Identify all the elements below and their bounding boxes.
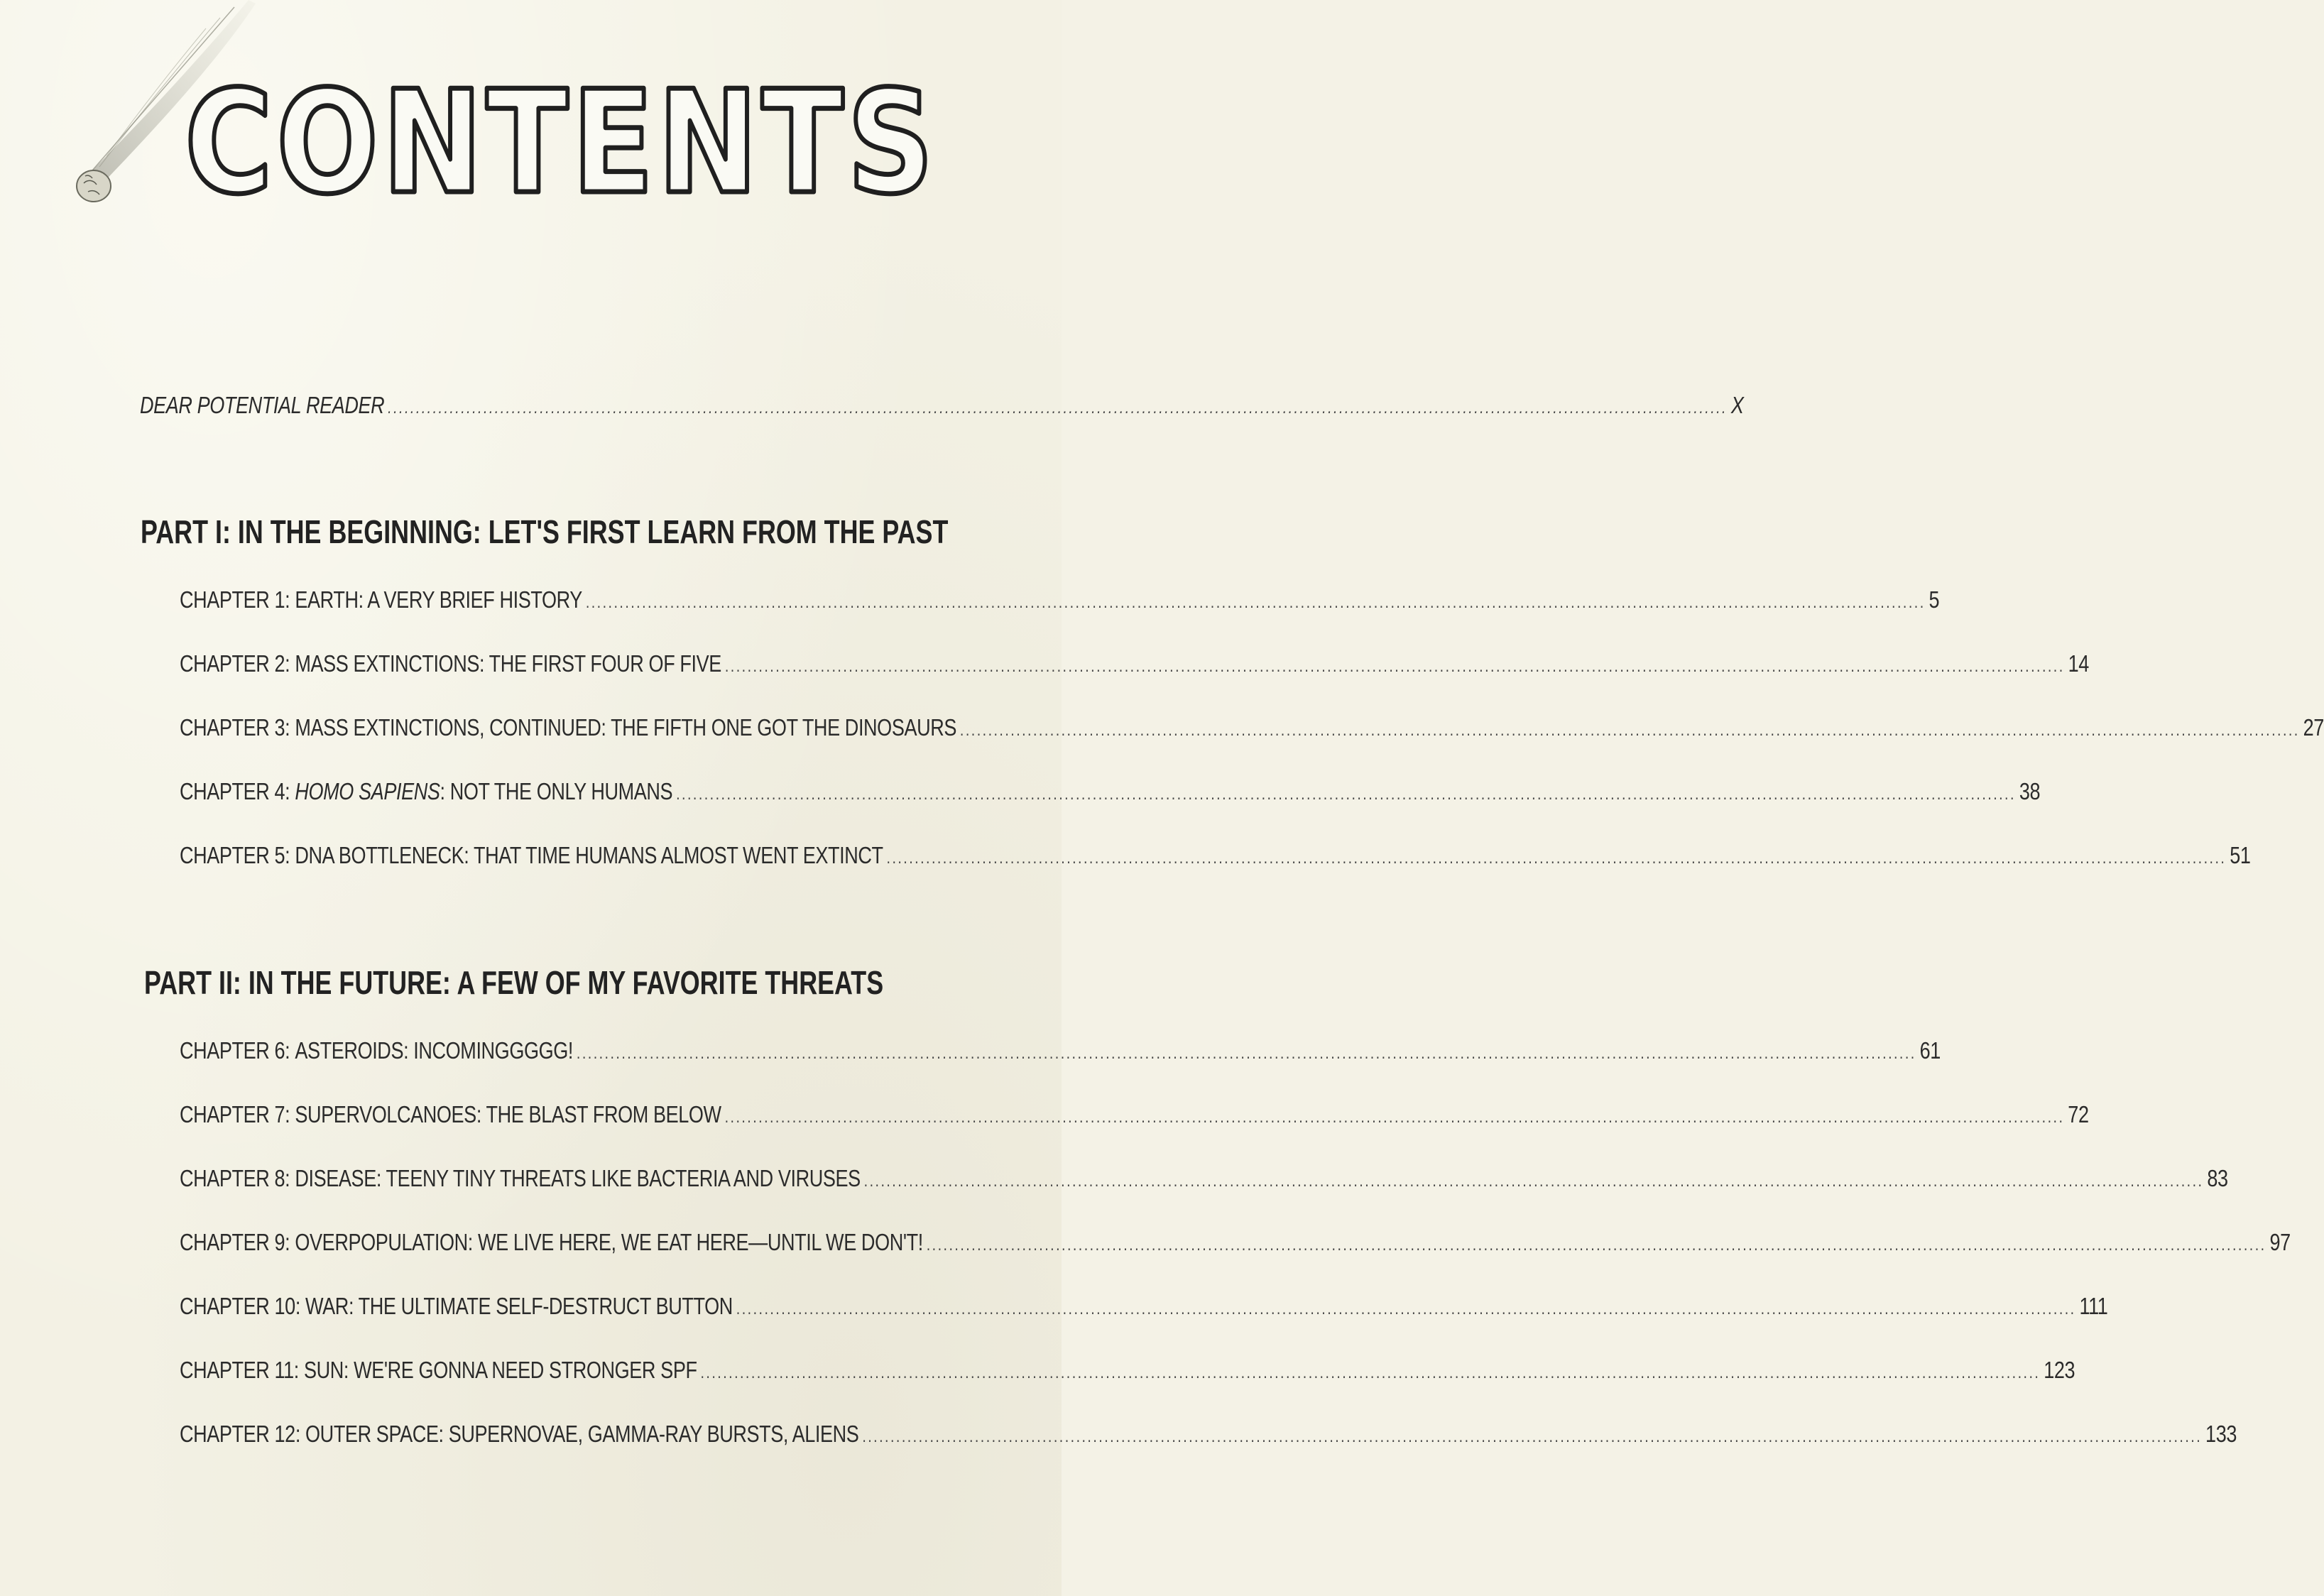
- dot-leader: ..............................................................................................................................................................................................................................................: [863, 1171, 2204, 1191]
- chapter-number: CHAPTER 12:: [180, 1421, 300, 1447]
- part-heading-2: PART II: IN THE FUTURE: A FEW OF MY FAVORITE THREATS: [144, 964, 884, 1001]
- toc-entry-chapter-4: [180, 778, 2041, 805]
- chapter-title: EARTH: A VERY BRIEF HISTORY: [295, 586, 582, 613]
- chapter-number: CHAPTER 9:: [180, 1229, 290, 1255]
- toc-entry-chapter-7: [180, 1101, 2089, 1128]
- chapter-title: OUTER SPACE: SUPERNOVAE, GAMMA-RAY BURSTS, ALIENS: [305, 1421, 859, 1447]
- chapter-number: CHAPTER 7:: [180, 1101, 290, 1127]
- dot-leader: ..............................................................................................................................................................................................................................................: [862, 1427, 2203, 1446]
- toc-page-number: 61: [1919, 1037, 1941, 1064]
- dot-leader: ..............................................................................................................................................................................................................................................: [700, 1363, 2041, 1382]
- chapter-number: CHAPTER 1:: [180, 586, 290, 613]
- chapter-number: CHAPTER 3:: [180, 714, 290, 740]
- contents-title-graphic: [170, 60, 951, 226]
- chapter-title: WAR: THE ULTIMATE SELF-DESTRUCT BUTTON: [305, 1293, 733, 1319]
- toc-entry-chapter-6: [180, 1037, 1941, 1064]
- dot-leader: ..............................................................................................................................................................................................................................................: [585, 593, 1926, 612]
- dot-leader: ..............................................................................................................................................................................................................................................: [886, 848, 2227, 868]
- toc-entry-chapter-8: [180, 1165, 2228, 1192]
- toc-page-number: 14: [2068, 650, 2089, 677]
- chapter-number: CHAPTER 5:: [180, 842, 290, 868]
- chapter-title: MASS EXTINCTIONS: THE FIRST FOUR OF FIVE: [295, 650, 721, 677]
- toc-entry-chapter-9: [180, 1229, 2291, 1256]
- toc-page-number: 133: [2205, 1421, 2237, 1447]
- toc-entry-chapter-12: [180, 1421, 2237, 1448]
- toc-page-number: 123: [2044, 1357, 2075, 1383]
- chapter-number: CHAPTER 11:: [180, 1357, 299, 1383]
- toc-entry-chapter-5: [180, 842, 2251, 869]
- toc-page-number: 27: [2303, 714, 2324, 740]
- toc-page-number: X: [1730, 392, 1744, 418]
- toc-entry-chapter-1: [180, 586, 1940, 613]
- title-text: CONTENTS: [185, 60, 937, 226]
- dot-leader: ..............................................................................................................................................................................................................................................: [736, 1299, 2076, 1318]
- chapter-title: SUN: WE'RE GONNA NEED STRONGER SPF: [304, 1357, 697, 1383]
- chapter-number: CHAPTER 6:: [180, 1037, 290, 1064]
- part-heading-1: PART I: IN THE BEGINNING: LET'S FIRST LEARN FROM THE PAST: [141, 513, 949, 550]
- chapter-title: OVERPOPULATION: WE LIVE HERE, WE EAT HERE—UNTIL WE DON'T!: [295, 1229, 923, 1255]
- chapter-title: SUPERVOLCANOES: THE BLAST FROM BELOW: [295, 1101, 721, 1127]
- chapter-number: CHAPTER 8:: [180, 1165, 290, 1191]
- dot-leader: ..............................................................................................................................................................................................................................................: [676, 785, 2016, 804]
- dot-leader: ..............................................................................................................................................................................................................................................: [724, 1108, 2065, 1127]
- chapter-title-italic: HOMO SAPIENS: [295, 778, 440, 804]
- toc-entry-chapter-10: [180, 1293, 2108, 1320]
- chapter-title: DNA BOTTLENECK: THAT TIME HUMANS ALMOST WENT EXTINCT: [295, 842, 883, 868]
- toc-entry-label: DEAR POTENTIAL READER: [140, 392, 385, 418]
- dot-leader: ..............................................................................................................................................................................................................................................: [926, 1235, 2266, 1255]
- toc-page-number: 83: [2207, 1165, 2228, 1191]
- toc-page-number: 5: [1929, 586, 1940, 613]
- toc-entry-chapter-11: [180, 1357, 2075, 1384]
- toc-entry-chapter-3: [180, 714, 2324, 741]
- dot-leader: ..............................................................................................................................................................................................................................................: [959, 721, 2300, 740]
- chapter-number: CHAPTER 10:: [180, 1293, 300, 1319]
- chapter-title: DISEASE: TEENY TINY THREATS LIKE BACTERIA AND VIRUSES: [295, 1165, 861, 1191]
- chapter-title: MASS EXTINCTIONS, CONTINUED: THE FIFTH ONE GOT THE DINOSAURS: [295, 714, 957, 740]
- toc-page-number: 51: [2230, 842, 2251, 868]
- chapter-number: CHAPTER 2:: [180, 650, 290, 677]
- toc-entry-chapter-2: [180, 650, 2089, 677]
- chapter-title: ASTEROIDS: INCOMINGGGGG!: [295, 1037, 573, 1064]
- page-title: [170, 60, 951, 226]
- dot-leader: ..............................................................................................................................................................................................................................................: [576, 1044, 1916, 1063]
- chapter-title: : NOT THE ONLY HUMANS: [440, 778, 673, 804]
- toc-page-number: 38: [2019, 778, 2041, 804]
- dot-leader: ..............................................................................................................................................................................................................................................: [388, 398, 1728, 417]
- toc-page-number: 97: [2269, 1229, 2291, 1255]
- toc-entry-dear-reader: [140, 392, 1744, 419]
- toc-page-number: 72: [2068, 1101, 2089, 1127]
- chapter-number: CHAPTER 4:: [180, 778, 290, 804]
- toc-page-number: 111: [2079, 1293, 2108, 1319]
- dot-leader: ..............................................................................................................................................................................................................................................: [724, 657, 2065, 676]
